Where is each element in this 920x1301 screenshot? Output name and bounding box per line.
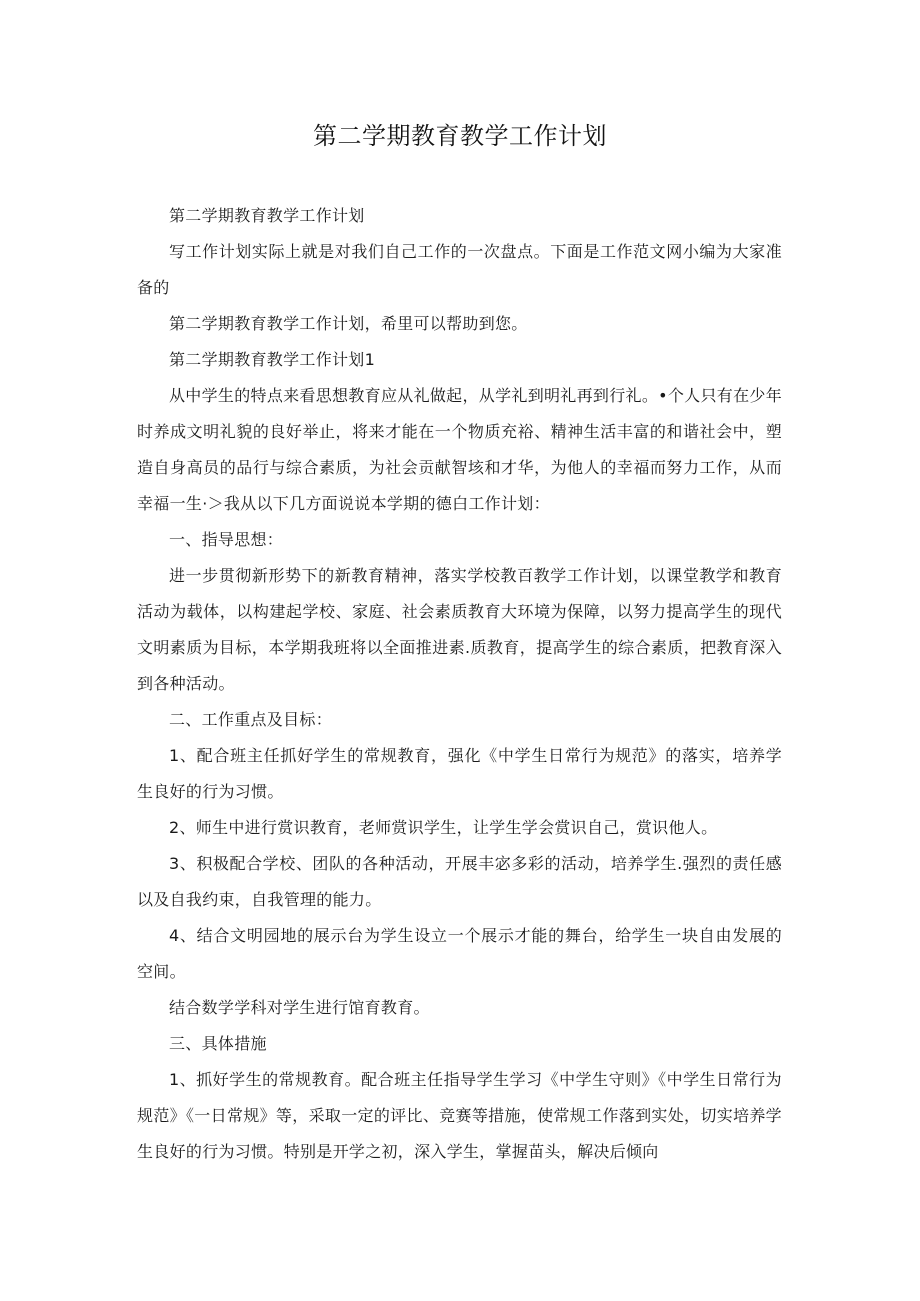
section-heading: 二、工作重点及目标： — [169, 710, 333, 729]
paragraph: 从中学生的特点来看思想教育应从礼做起，从学礼到明礼再到行礼。•个人只有在少年时养成文明礼貌的良好举止，将来才能在一个物质充裕、精神生活丰富的和谐社会中，塑造自身高员的品行与综合素质，为社会贡献智垓和才华，为他人的幸福而努力工作，从而幸福一生·＞我从以下几方面说说本学期的德白工作计划： — [137, 386, 782, 513]
list-item: 1、配合班主任抓好学生的常规教育，强化《中学生日常行为规范》的落实，培养学生良好的行为习惯。 — [137, 746, 782, 801]
list-item: 2、师生中进行赏识教育，老师赏识学生，让学生学会赏识自己，赏识他人。 — [169, 818, 718, 837]
paragraph: 写工作计划实际上就是对我们自己工作的一次盘点。下面是工作范文网小编为大家准备的 — [137, 242, 782, 297]
paragraph: 第二学期教育教学工作计划 — [169, 206, 365, 225]
paragraph: 第二学期教育教学工作计划，希里可以帮助到您。 — [169, 314, 528, 333]
document-body — [137, 198, 782, 1170]
document-title: 第二学期教育教学工作计划 — [313, 122, 607, 150]
list-item: 1、抓好学生的常规教育。配合班主任指导学生学习《中学生守则》《中学生日常行为规范》《一日常规》等，采取一定的评比、竞赛等措施，使常规工作落到实处，切实培养学生良好的行为习惯。特别是开学之初，深入学生，掌握苗头，解决后倾向 — [137, 1070, 782, 1161]
section-heading: 三、具体措施 — [169, 1034, 267, 1053]
paragraph: 结合数学学科对学生进行馆育教育。 — [169, 998, 430, 1017]
section-heading: 一、指导思想： — [169, 530, 284, 549]
list-item: 4、结合文明园地的展示台为学生设立一个展示才能的舞台，给学生一块自由发展的空间。 — [137, 926, 782, 981]
list-item: 3、积极配合学校、团队的各种活动，开展丰宓多彩的活动，培养学生.强烈的责任感以及自我约束，自我管理的能力。 — [137, 854, 782, 909]
paragraph: 第二学期教育教学工作计划1 — [169, 350, 376, 369]
paragraph: 进一步贯彻新形势下的新教育精神，落实学校教百教学工作计划，以课堂教学和教育活动为载体，以构建起学校、家庭、社会素质教育大环境为保障，以努力提高学生的现代文明素质为目标，本学期我班将以全面推进素.质教育，提高学生的综合素质，把教育深入到各种活动。 — [137, 566, 782, 693]
